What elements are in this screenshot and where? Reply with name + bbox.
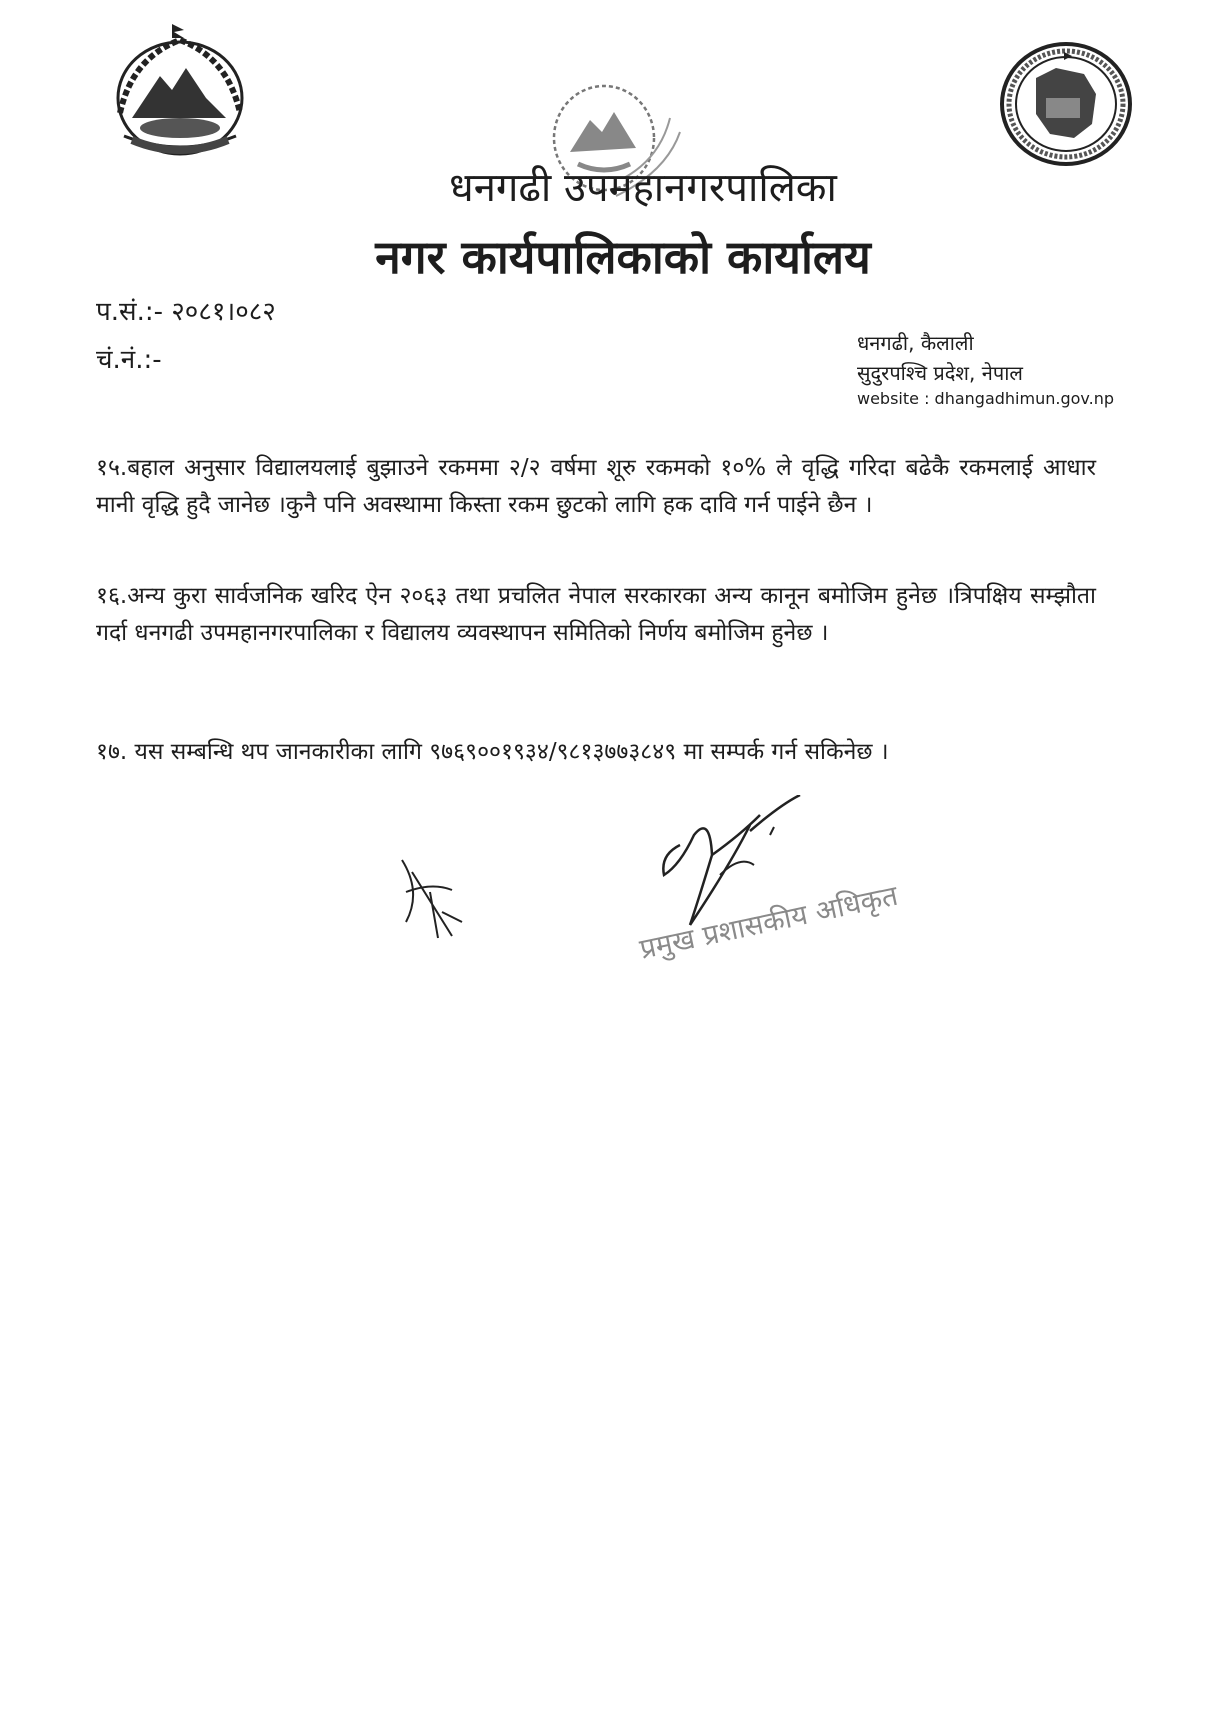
nepal-emblem-icon	[102, 18, 258, 166]
initial-signature-icon	[392, 852, 472, 942]
website-text: website : dhangadhimun.gov.np	[857, 389, 1114, 408]
address-line-city: धनगढी, कैलाली	[857, 331, 974, 355]
clause-15: १५.बहाल अनुसार विद्यालयलाई बुझाउने रकममा २/२ वर्षमा शूरु रकमको १०% ले वृद्धि गरिदा बढेकै रकमलाई आधार मानी वृद्धि हुदै जानेछ ।कुनै पनि अवस्थामा किस्ता रकम छुटको लागि हक दावि गर्न पाईने छैन ।	[96, 455, 1096, 518]
dispatch-number: चं.नं.:-	[96, 345, 162, 375]
address-line-province: सुदुरपश्चि प्रदेश, नेपाल	[857, 361, 1023, 385]
municipality-name: धनगढी उपमहानगरपालिका	[449, 165, 837, 211]
officer-title-stamp: प्रमुख प्रशासकीय अधिकृत	[636, 878, 901, 966]
address-block	[857, 328, 1114, 410]
letter-reference-number: प.सं.:- २०८१।०८२	[96, 297, 276, 327]
municipality-logo-icon	[996, 38, 1136, 170]
office-name: नगर कार्यपालिकाको कार्यालय	[375, 230, 871, 284]
clause-16: १६.अन्य कुरा सार्वजनिक खरिद ऐन २०६३ तथा प्रचलित नेपाल सरकारका अन्य कानून बमोजिम हुनेछ ।त्रिपक्षिय सम्झौता गर्दा धनगढी उपमहानगरपालिका र विद्यालय व्यवस्थापन समितिको निर्णय बमोजिम हुनेछ ।	[96, 583, 1096, 646]
clause-17: १७. यस सम्बन्धि थप जानकारीका लागि ९७६९००१९३४/९८१३७७३८४९ मा सम्पर्क गर्न सकिनेछ ।	[96, 739, 889, 765]
